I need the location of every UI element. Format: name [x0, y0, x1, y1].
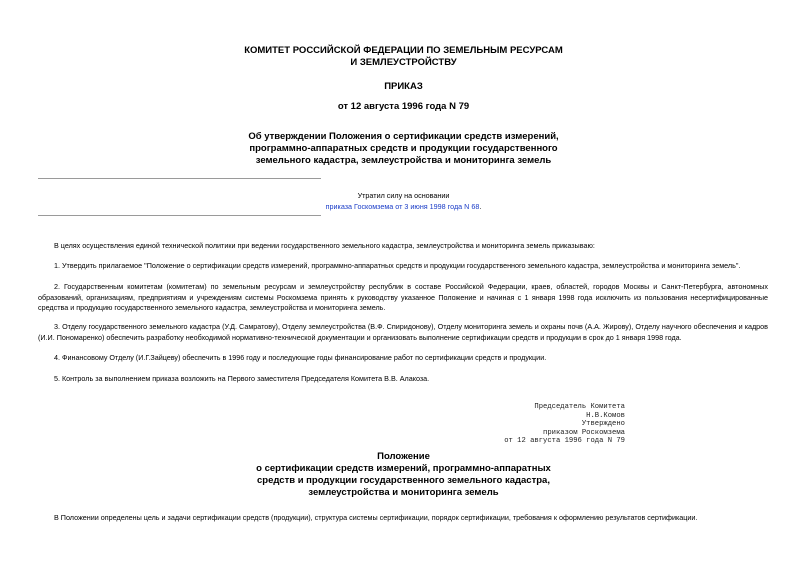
order-item-1: 1. Утвердить прилагаемое "Положение о сертификации средств измерений, программно-аппаратных средств и продукции государственного земельного кадастра, землеустройства и мониторинга земель".: [54, 261, 741, 270]
approval-label: Утверждено: [581, 420, 625, 429]
regulation-title-line-1: Положение: [377, 451, 430, 462]
signer-name: Н.В.Комов: [586, 411, 625, 420]
subject-line-2: программно-аппаратных средств и продукции государственного: [249, 143, 558, 154]
regulation-intro: В Положении определены цель и задачи сертификации средств (продукции), структура системы сертификации, порядок сертификации, требования к оформлению результатов сертификации.: [54, 513, 698, 522]
document-subject: [0, 131, 807, 167]
issuing-authority: [0, 45, 807, 69]
authority-line-1: КОМИТЕТ РОССИЙСКОЙ ФЕДЕРАЦИИ ПО ЗЕМЕЛЬНЫМ РЕСУРСАМ: [244, 45, 563, 56]
link-suffix: .: [479, 202, 482, 211]
regulation-title-line-4: землеустройства и мониторинга земель: [308, 487, 499, 498]
status-note-text: Утратил силу на основании: [357, 191, 450, 200]
authority-line-2: И ЗЕМЛЕУСТРОЙСТВУ: [350, 57, 457, 68]
divider-top: [38, 178, 321, 179]
signature-block: [504, 403, 625, 446]
subject-line-1: Об утверждении Положения о сертификации средств измерений,: [248, 131, 559, 142]
regulation-title-line-3: средств и продукции государственного земельного кадастра,: [257, 475, 550, 486]
preamble-paragraph: В целях осуществления единой технической политики при ведении государственного земельного кадастра, землеустройства и мониторинга земель приказываю:: [54, 241, 595, 250]
regulation-title-line-2: о сертификации средств измерений, программно-аппаратных: [256, 463, 551, 474]
status-note: [0, 190, 807, 212]
regulation-title: [0, 451, 807, 499]
order-item-4: 4. Финансовому Отделу (И.Г.Зайцеву) обеспечить в 1996 году и последующие годы финансирование работ по сертификации средств и продукции.: [54, 353, 547, 362]
document-type: ПРИКАЗ: [384, 81, 423, 92]
order-item-2: 2. Государственным комитетам (комитетам) по земельным ресурсам и землеустройству республик в составе Российской Федерации, краев, областей, городов Москвы и Санкт-Петербурга, автономных образований, организациям, предприятиям и учреждениям системы Роскомзема принять к руководству указанное Положение и начиная с 1 января 1998 года исключить из пользования несертифицированные средства и продукцию государственного земельного кадастра, землеустройства и мониторинга земель.: [38, 282, 768, 312]
status-note-link-line: [0, 201, 807, 212]
approval-date: от 12 августа 1996 года N 79: [504, 437, 625, 446]
divider-bottom: [38, 215, 321, 216]
document-date: от 12 августа 1996 года N 79: [337, 101, 470, 112]
order-item-5: 5. Контроль за выполнением приказа возложить на Первого заместителя Председателя Комитета В.В. Алакоза.: [54, 374, 430, 383]
approval-order: приказом Роскомзема: [543, 428, 625, 437]
order-item-3: 3. Отделу государственного земельного кадастра (У.Д. Самратову), Отделу землеустройства (В.Ф. Спиридонову), Отделу мониторинга земель и охраны почв (А.А. Жирову), Отделу научного обеспечения и кадров (И.И. Пономаренко) обеспечить разработку необходимой нормативно-технической документации и организовать выполнение сертификации средств и продукции в срок до 1 января 1998 года.: [38, 322, 768, 342]
signer-title: Председатель Комитета: [534, 403, 625, 411]
repeal-order-link[interactable]: приказа Госкомзема от 3 июня 1998 года N 68: [325, 202, 480, 211]
subject-line-3: земельного кадастра, землеустройства и мониторинга земель: [255, 155, 552, 166]
